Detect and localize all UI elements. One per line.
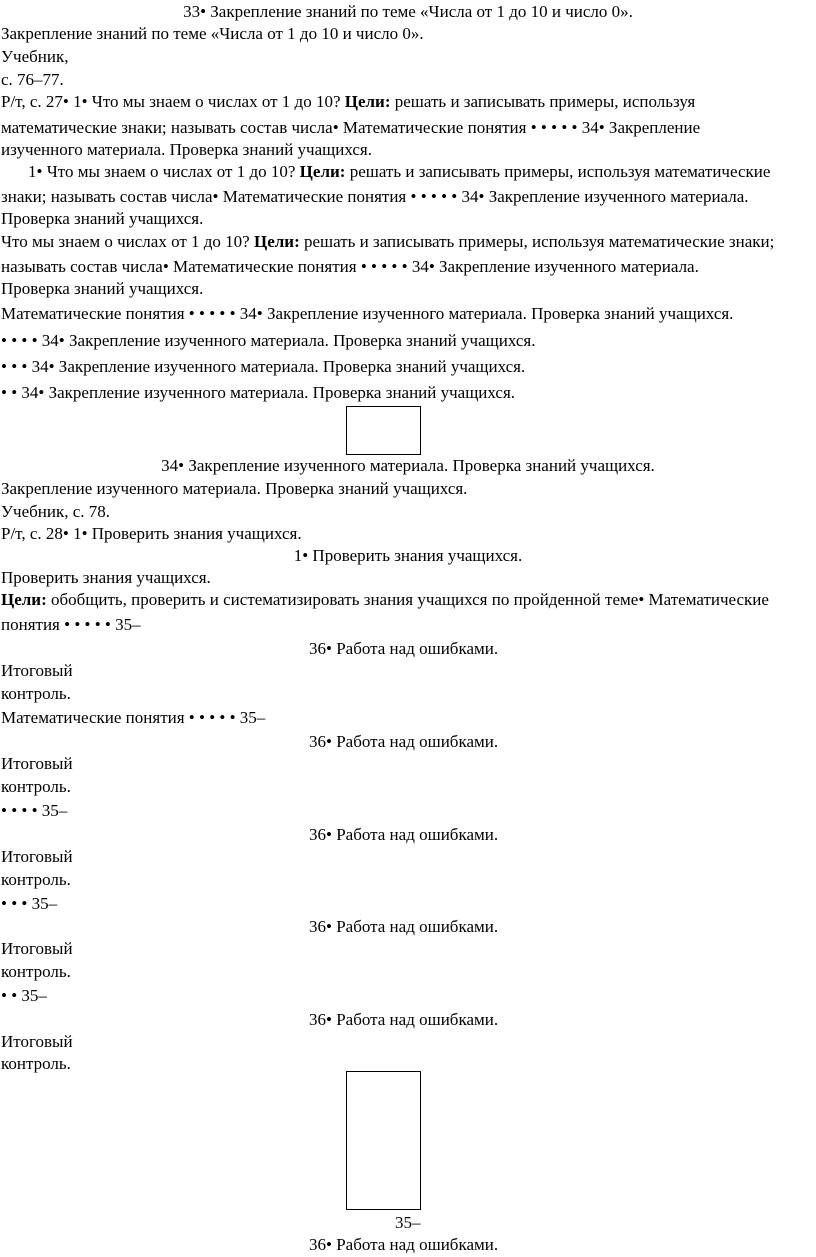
text-line [1, 90, 695, 114]
heading-line: 33• Закрепление знаний по теме «Числа от 1 до 10 и число 0». [183, 2, 633, 21]
text-line: контроль. [1, 684, 71, 703]
text-segment: решать и записывать примеры, используя математические [349, 162, 771, 181]
text-segment: обобщить, проверить и систематизировать знания учащихся по пройденной теме• Математические [51, 590, 769, 609]
text-line: • • • • 34• Закрепление изученного материала. Проверка знаний учащихся. [1, 331, 536, 350]
text-segment: 1• Что мы знаем о числах от 1 до 10? [28, 162, 296, 181]
goals-label: Цели: [299, 162, 346, 181]
text-line: Р/т, с. 28• 1• Проверить знания учащихся. [1, 524, 302, 543]
text-line: • • • 34• Закрепление изученного материала. Проверка знаний учащихся. [1, 357, 526, 376]
text-line: • • • • 35– [1, 801, 68, 820]
text-line: Итоговый [1, 754, 73, 773]
text-line: 36• Работа над ошибками. [309, 917, 499, 936]
goals-label: Цели: [344, 92, 391, 111]
text-line: • • 35– [1, 986, 47, 1005]
text-line: 36• Работа над ошибками. [309, 639, 499, 658]
text-line: 36• Работа над ошибками. [309, 732, 499, 751]
text-line: 1• Проверить знания учащихся. [293, 546, 523, 565]
text-line: Итоговый [1, 661, 73, 680]
text-line: Проверка знаний учащихся. [1, 279, 204, 298]
empty-box [346, 1071, 421, 1210]
text-line: Учебник, [1, 47, 69, 66]
text-line: Учебник, с. 78. [1, 502, 111, 521]
text-line: Итоговый [1, 1032, 73, 1051]
text-line: Закрепление знаний по теме «Числа от 1 до 10 и число 0». [1, 24, 424, 43]
text-line [28, 160, 770, 184]
text-line: 35– [395, 1213, 421, 1232]
text-line: Итоговый [1, 847, 73, 866]
text-line: понятия • • • • • 35– [1, 615, 141, 634]
text-line [1, 230, 774, 254]
text-line: изученного материала. Проверка знаний учащихся. [1, 140, 372, 159]
text-line: 36• Работа над ошибками. [309, 1010, 499, 1029]
text-line: • • • 35– [1, 894, 58, 913]
text-line: знаки; называть состав числа• Математические понятия • • • • • 34• Закрепление изученного материала. [1, 187, 749, 206]
text-segment: Что мы знаем о числах от 1 до 10? [1, 232, 250, 251]
text-line: 36• Работа над ошибками. [309, 825, 499, 844]
text-line: Итоговый [1, 939, 73, 958]
text-line [1, 588, 769, 612]
text-line: Проверить знания учащихся. [1, 568, 211, 587]
text-line: Математические понятия • • • • • 34• Закрепление изученного материала. Проверка знаний учащихся. [1, 304, 734, 323]
goals-label: Цели: [253, 232, 300, 251]
text-segment: Р/т, с. 27• 1• Что мы знаем о числах от 1 до 10? [1, 92, 341, 111]
text-line: называть состав числа• Математические понятия • • • • • 34• Закрепление изученного материала. [1, 257, 699, 276]
text-segment: решать и записывать примеры, используя математические знаки; [303, 232, 775, 251]
text-line: Закрепление изученного материала. Проверка знаний учащихся. [1, 479, 468, 498]
text-line: Проверка знаний учащихся. [1, 209, 204, 228]
text-line: 34• Закрепление изученного материала. Проверка знаний учащихся. [161, 456, 655, 475]
text-line: контроль. [1, 870, 71, 889]
empty-box [346, 406, 421, 455]
text-line: контроль. [1, 962, 71, 981]
goals-label: Цели: [1, 590, 47, 609]
text-line: Математические понятия • • • • • 35– [1, 708, 266, 727]
text-segment: решать и записывать примеры, используя [394, 92, 696, 111]
text-line: • • 34• Закрепление изученного материала. Проверка знаний учащихся. [1, 383, 516, 402]
text-line: контроль. [1, 1054, 71, 1073]
text-line: с. 76–77. [1, 70, 64, 89]
text-line: 36• Работа над ошибками. [309, 1235, 499, 1254]
text-line: контроль. [1, 777, 71, 796]
text-line: математические знаки; называть состав числа• Математические понятия • • • • • 34• Закрепление [1, 118, 701, 137]
